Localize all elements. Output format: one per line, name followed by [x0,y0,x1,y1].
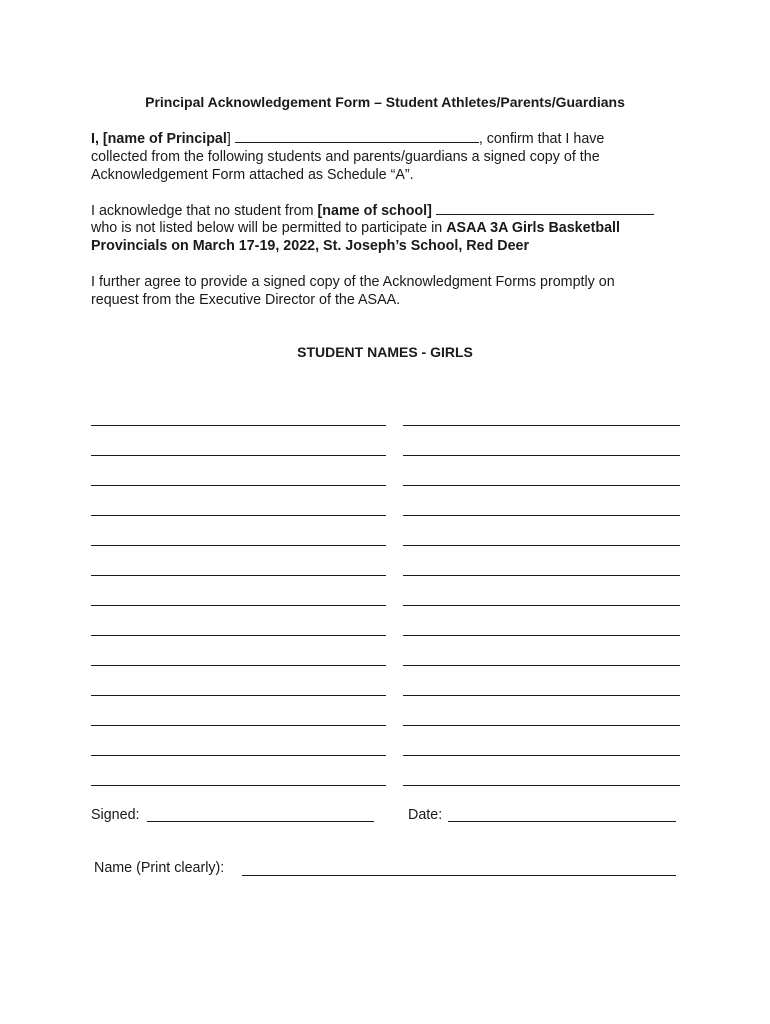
event-name-part-1: ASAA 3A Girls Basketball [446,220,620,236]
print-name-field[interactable] [242,874,676,876]
student-name-line[interactable] [403,696,680,726]
student-name-line[interactable] [403,606,680,636]
principal-line-1 [91,129,691,148]
student-name-line[interactable] [91,486,386,516]
signed-field[interactable] [147,820,374,822]
confirm-text: , confirm that I have [478,131,605,147]
print-name-label: Name (Print clearly): [94,860,225,876]
student-name-line[interactable] [91,516,386,546]
principal-label-bracket: ] [226,131,231,147]
student-names-left-column [91,396,386,786]
student-name-line[interactable] [91,426,386,456]
student-name-line[interactable] [403,576,680,606]
student-name-line[interactable] [91,726,386,756]
student-name-line[interactable] [91,636,386,666]
date-field[interactable] [448,820,676,822]
signed-label: Signed: [91,807,140,823]
student-name-line[interactable] [403,396,680,426]
principal-line-2: collected from the following students and parents/guardians a signed copy of the [91,149,600,165]
school-name-field[interactable] [436,201,654,215]
acknowledge-text: I acknowledge that no student from [91,203,318,219]
school-line-2 [91,219,691,237]
event-name-part-2: Provincials on March 17-19, 2022, St. Joseph’s School, Red Deer [91,238,530,254]
student-name-line[interactable] [91,576,386,606]
participate-text: who is not listed below will be permitted to participate in [91,220,447,236]
school-line-3 [91,237,691,255]
student-name-line[interactable] [91,666,386,696]
student-names-heading: STUDENT NAMES - GIRLS [297,344,473,360]
student-name-line[interactable] [403,426,680,456]
student-name-line[interactable] [403,516,680,546]
student-name-line[interactable] [403,456,680,486]
student-name-line[interactable] [403,636,680,666]
student-name-line[interactable] [91,606,386,636]
agreement-line-1: I further agree to provide a signed copy of the Acknowledgment Forms promptly on [91,274,615,290]
school-line-1 [91,201,691,220]
student-name-line[interactable] [91,696,386,726]
student-name-line[interactable] [91,756,386,786]
student-names-right-column [403,396,680,786]
student-name-line[interactable] [91,456,386,486]
student-name-line[interactable] [403,666,680,696]
student-name-line[interactable] [403,756,680,786]
student-name-line[interactable] [403,726,680,756]
agreement-line-2: request from the Executive Director of the ASAA. [91,292,401,308]
student-name-line[interactable] [403,486,680,516]
date-label: Date: [408,807,443,823]
principal-name-label: I, [name of Principal [91,131,227,147]
student-name-line[interactable] [91,396,386,426]
form-title: Principal Acknowledgement Form – Student Athletes/Parents/Guardians [145,94,625,110]
school-name-label: [name of school] [317,203,432,219]
principal-line-3: Acknowledgement Form attached as Schedule “A”. [91,167,414,183]
principal-name-field[interactable] [235,129,479,143]
student-name-line[interactable] [91,546,386,576]
student-name-line[interactable] [403,546,680,576]
